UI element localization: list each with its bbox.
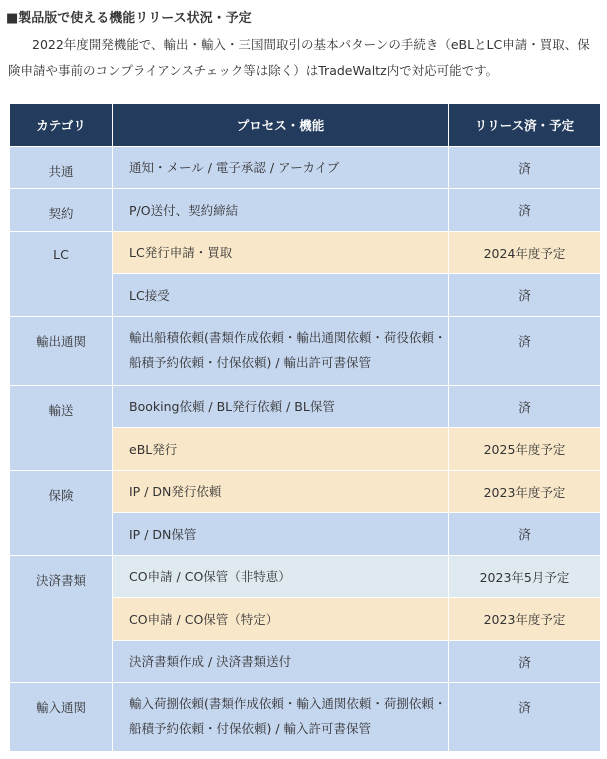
category-cell — [10, 683, 113, 752]
category-cell — [10, 189, 113, 232]
process-cell: 輸出船積依頼(書類作成依頼・輸出通関依頼・荷役依頼・船積予約依頼・付保依頼) / 輸出許可書保管 — [113, 317, 449, 386]
process-cell: P/O送付、契約締結 — [113, 189, 449, 232]
status-cell: 2024年度予定 — [449, 232, 601, 274]
status-cell: 済 — [449, 189, 601, 232]
category-label: 保険 — [48, 488, 74, 503]
process-cell: Booking依頼 / BL発行依頼 / BL保管 — [113, 386, 449, 428]
category-cell — [10, 386, 113, 471]
table-row — [10, 317, 601, 386]
intro-paragraph — [8, 32, 598, 84]
header-process: プロセス・機能 — [113, 104, 449, 147]
category-cell — [10, 471, 113, 556]
process-cell: 通知・メール / 電子承認 / アーカイブ — [113, 147, 449, 189]
category-cell — [10, 232, 113, 317]
intro-text: 2022年度開発機能で、輸出・輸入・三国間取引の基本パターンの手続き（eBLとLC申請・買取、保険申請や事前のコンプライアンスチェック等は除く）はTradeWaltz内で対応可能です。 — [8, 37, 590, 78]
process-cell: IP / DN発行依頼 — [113, 471, 449, 513]
process-cell: IP / DN保管 — [113, 513, 449, 556]
process-cell: LC接受 — [113, 274, 449, 317]
category-cell — [10, 556, 113, 683]
process-cell: CO申請 / CO保管（特定） — [113, 598, 449, 641]
table-row — [10, 471, 601, 513]
status-cell: 済 — [449, 513, 601, 556]
status-cell: 済 — [449, 274, 601, 317]
status-cell: 2023年5月予定 — [449, 556, 601, 598]
status-cell: 済 — [449, 683, 601, 752]
process-cell: CO申請 / CO保管（非特恵） — [113, 556, 449, 598]
category-cell — [10, 317, 113, 386]
category-label: LC — [53, 247, 69, 262]
process-cell: 輸入荷捌依頼(書類作成依頼・輸入通関依頼・荷捌依頼・船積予約依頼・付保依頼) / 輸入許可書保管 — [113, 683, 449, 752]
table-row — [10, 556, 601, 598]
category-label: 決済書類 — [35, 573, 86, 588]
category-label: 契約 — [48, 206, 74, 221]
release-status-table — [9, 103, 601, 752]
category-label: 輸送 — [48, 403, 74, 418]
status-cell: 済 — [449, 641, 601, 683]
table-row — [10, 189, 601, 232]
status-cell: 済 — [449, 147, 601, 189]
table-row — [10, 147, 601, 189]
category-cell — [10, 147, 113, 189]
status-cell: 済 — [449, 317, 601, 386]
table-row — [10, 232, 601, 274]
table-row — [10, 683, 601, 752]
status-cell: 2023年度予定 — [449, 471, 601, 513]
status-cell: 2023年度予定 — [449, 598, 601, 641]
process-cell: 決済書類作成 / 決済書類送付 — [113, 641, 449, 683]
process-cell: eBL発行 — [113, 428, 449, 471]
category-label: 共通 — [48, 164, 74, 179]
header-category: カテゴリ — [10, 104, 113, 147]
header-status: リリース済・予定 — [449, 104, 601, 147]
status-cell: 2025年度予定 — [449, 428, 601, 471]
category-label: 輸入通関 — [35, 700, 86, 715]
section-heading: ■製品版で使える機能リリース状況・予定 — [6, 11, 252, 26]
category-label: 輸出通関 — [35, 334, 86, 349]
process-cell: LC発行申請・買取 — [113, 232, 449, 274]
status-cell: 済 — [449, 386, 601, 428]
table-row — [10, 386, 601, 428]
